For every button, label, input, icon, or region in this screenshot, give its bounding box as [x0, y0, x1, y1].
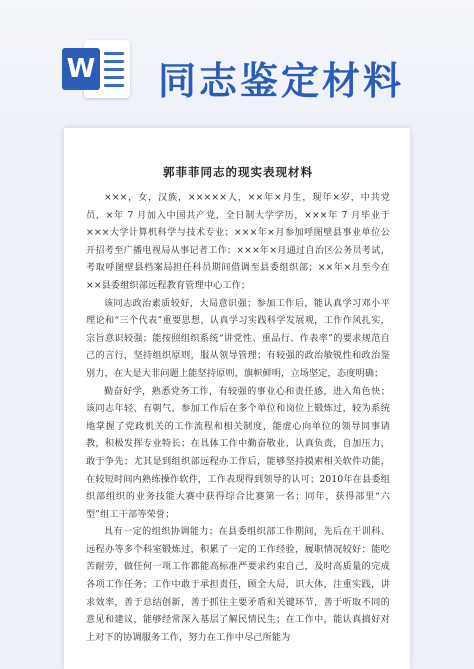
word-badge: W [62, 48, 100, 90]
paragraph-basic-info: ×××，女，汉族，×××××人，××年×月生，现年×岁，中共党员，×年 7 月加入中国共产党，全日制大学学历，×××年 7 月毕业于×××大学计算机科学与技术专业；×××年×月参加呼图壁县事业单位公开招考至广播电视局从事记者工作；×××年×月通过自治区公务员考试，考取呼图壁县档案局担任科员期间借调至县委组织部；××年×月至今在××县委组织部远程教育管理中心工作； [86, 193, 390, 291]
word-document-icon [62, 40, 132, 100]
paragraph-work-attitude: 勤奋好学，熟悉党务工作，有较强的事业心和责任感，进入角色快；该同志年轻、有朝气，参加工作后在多个单位和岗位上锻炼过，较为系统地掌握了党政机关的工作流程和相关制度，能虚心向单位的领导同事请教，积极发挥专业特长；在具体工作中勤奋敬业，认真负责，自加压力，敢于争先；尤其是到组织部远程办工作后，能够坚持摸索相关软件功能，在较短时间内熟练操作软件，工作表现得到领导的认可；2010年在县委组织部组织的业务技能大赛中获得综合比赛第一名；同年，获得部里“六型”组工干部等荣誉； [86, 386, 390, 520]
paragraph-coordination-ability: 具有一定的组织协调能力；在县委组织部工作期间，先后在干训科、远程办等多个科室锻炼过，积累了一定的工作经验，履职情况较好；能吃苦耐劳，做任何一项工作都能高标准严要求约束自己，及时高质量的完成各项工作任务；工作中敢于承担责任，顾全大局，识大体，注重实践，讲求效率，善于总结创新，善于抓住主要矛盾和关键环节，善于听取不同的意见和建议，能够经常深入基层了解民情民生；在工作中，能认真搞好对上对下的协调服务工作，努力在工作中尽己所能为 [86, 527, 390, 643]
document-title: 郭菲菲同志的现实表现材料 [163, 165, 313, 179]
header-banner [0, 0, 474, 128]
banner-title: 同志鉴定材料 [158, 59, 405, 103]
document-page [64, 128, 410, 669]
paragraph-political-quality: 该同志政治素质较好，大局意识强；参加工作后，能认真学习邓小平理论和“三个代表”重要思想，认真学习实践科学发展观，工作作风扎实，宗旨意识较强；能按照组织系统“讲党性、重品行、作表率”的要求规范自己的言行，坚持组织原则，服从领导管理；有较强的政治敏锐性和政治鉴别力，在大是大非问题上能坚持原则，旗帜鲜明，立场坚定，态度明确； [86, 298, 390, 379]
